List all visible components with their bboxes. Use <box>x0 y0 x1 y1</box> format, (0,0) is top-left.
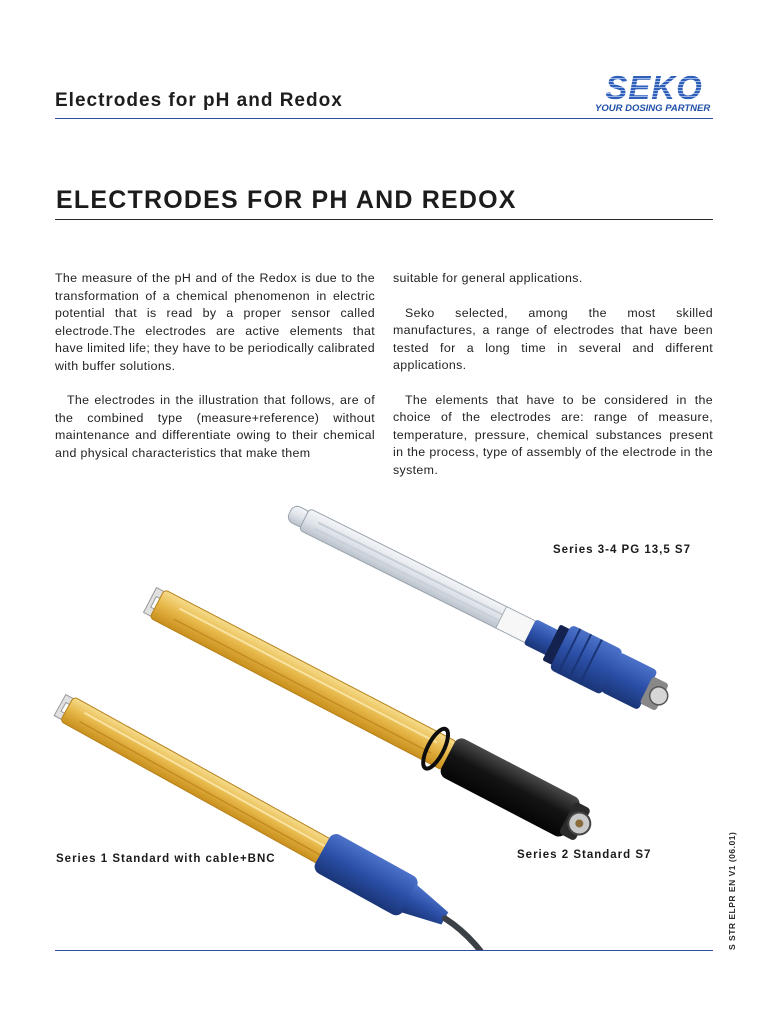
logo-text: SEKO <box>605 70 703 102</box>
header-divider <box>55 118 713 119</box>
header-title: Electrodes for pH and Redox <box>55 90 343 111</box>
left-paragraph-2: The electrodes in the illustration that follows, are of the combined type (measure+reference) without maintenance and differentiate owing to their chemical and physical characteristics that make them <box>55 393 375 460</box>
left-paragraph-1: The measure of the pH and of the Redox is due to the transformation of a chemical phenomenon in electric potential that is read by a proper sensor called electrode.The electrodes are active elements that have limited life; they have to be periodically calibrated with buffer solutions. <box>55 271 375 373</box>
right-paragraph-1: suitable for general applications. <box>393 271 583 285</box>
right-paragraph-2: Seko selected, among the most skilled manufactures, a range of electrodes that have been tested for a long time in several and different applications. <box>393 305 713 372</box>
page-title: ELECTRODES FOR PH AND REDOX <box>56 186 517 214</box>
seko-logo <box>594 70 714 118</box>
footer-divider <box>55 950 713 951</box>
right-column <box>393 270 713 496</box>
caption-series-1: Series 1 Standard with cable+BNC <box>56 853 276 865</box>
title-divider <box>55 219 713 220</box>
caption-series-3-4: Series 3-4 PG 13,5 S7 <box>553 544 691 556</box>
right-paragraph-3: The elements that have to be considered in the choice of the electrodes are: range of measure, temperature, pressure, chemical substances present in the process, type of assembly of the electrode in the system. <box>393 392 713 477</box>
logo-tagline: YOUR DOSING PARTNER <box>595 103 711 114</box>
left-column <box>55 270 375 479</box>
caption-series-2: Series 2 Standard S7 <box>517 849 652 861</box>
electrodes-photo <box>0 470 768 950</box>
electrode-series-1 <box>47 686 525 950</box>
seko-logo-word <box>594 70 714 102</box>
document-code: S STR ELPR EN V1 (06.01) <box>727 831 737 950</box>
